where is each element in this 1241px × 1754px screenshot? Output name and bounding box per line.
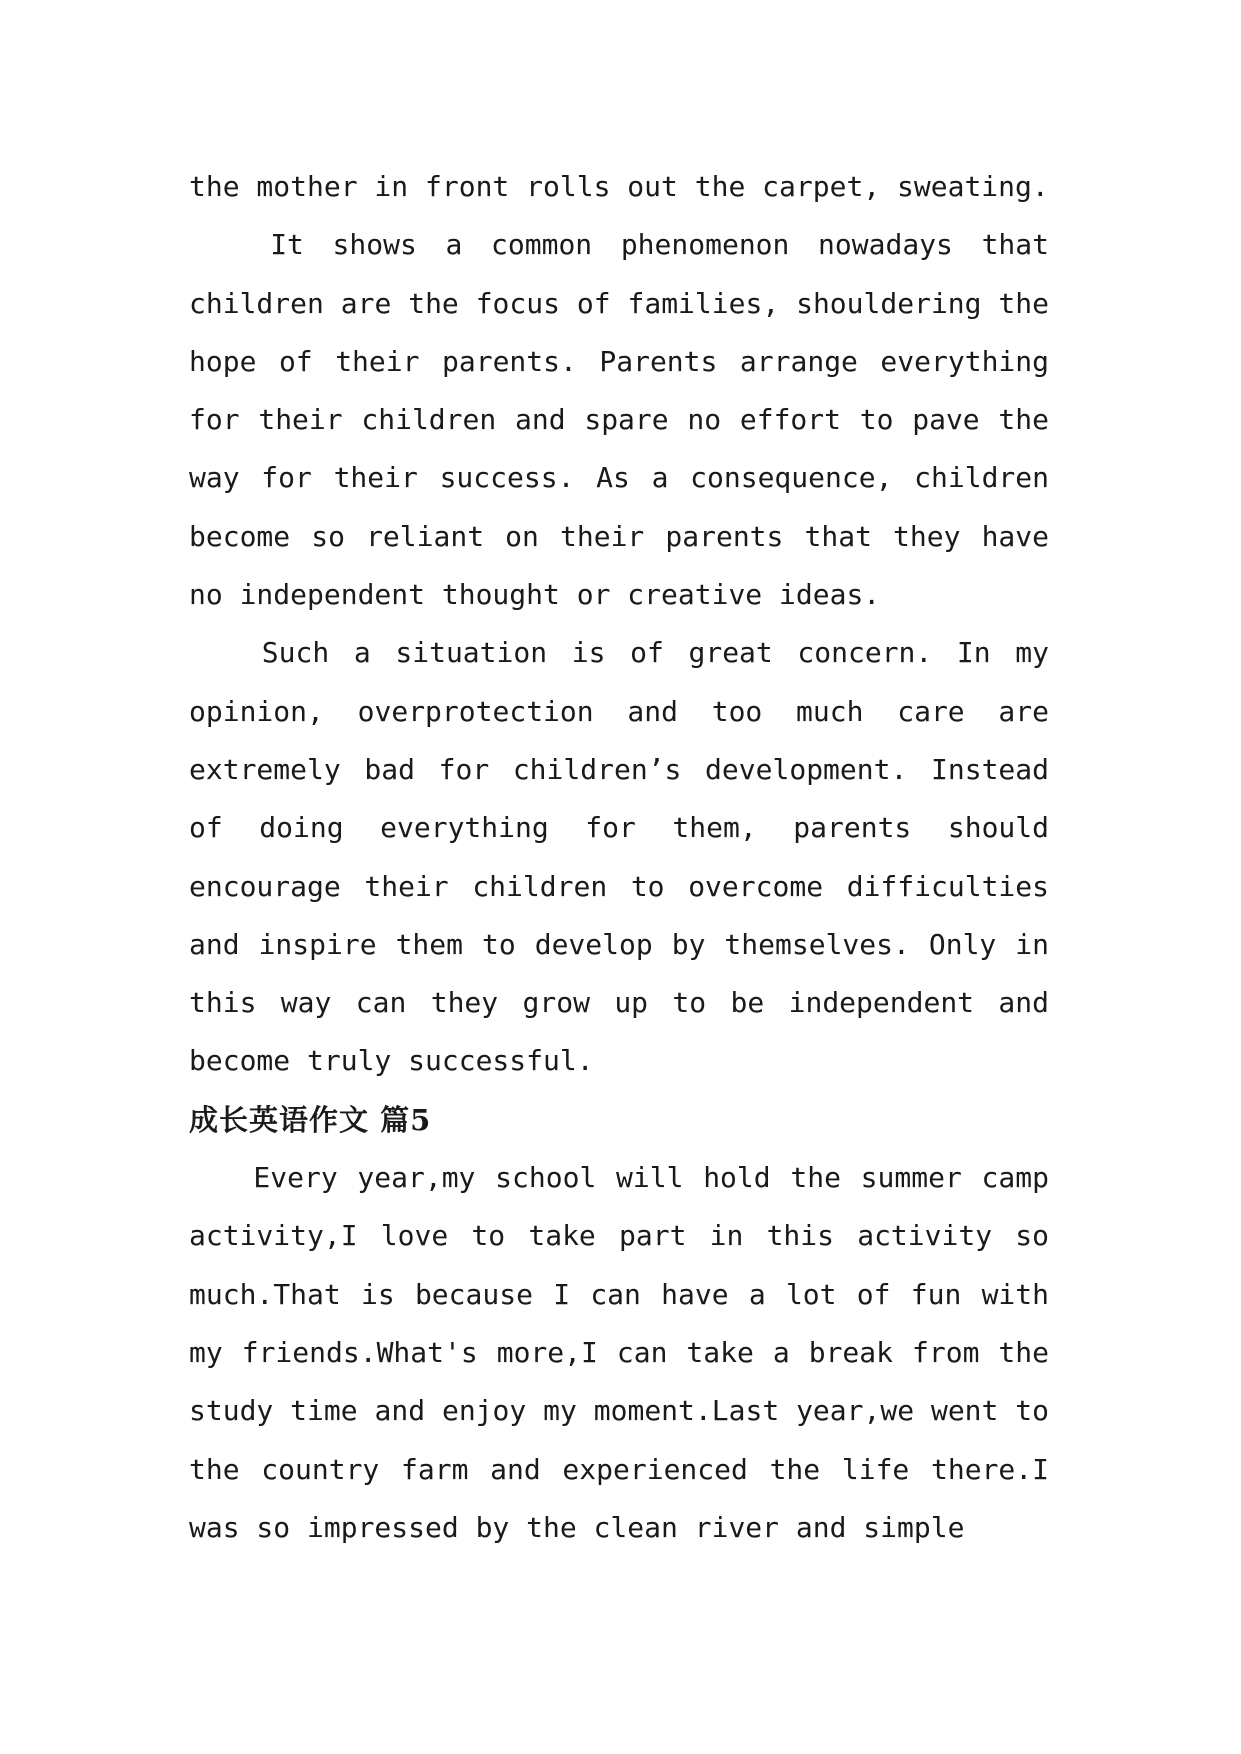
document-page (189, 158, 1049, 1557)
section-heading: 成长英语作文 篇5 (189, 1102, 432, 1137)
paragraph-summer-camp: Every year,my school will hold the summer camp activity,I love to take part in this activity so much.That is because I can have a lot of fun with my friends.What's more,I can take a break from the study time and enjoy my moment.Last year,we went to the country farm and experienced the life there.I was so impressed by the clean river and simple (189, 1161, 1049, 1544)
paragraph-phenomenon: It shows a common phenomenon nowadays that children are the focus of families, shouldering the hope of their parents. Parents arrange everything for their children and spare no effort to pave the way for their success. As a consequence, children become so reliant on their parents that they have no independent thought or creative ideas. (189, 228, 1049, 612)
paragraph-concern: Such a situation is of great concern. In my opinion, overprotection and too much care are extremely bad for children’s development. Instead of doing everything for them, parents should encourage their children to overcome difficulties and inspire them to develop by themselves. Only in this way can they grow up to be independent and become truly successful. (189, 636, 1049, 1078)
paragraph-continuation: the mother in front rolls out the carpet, sweating. (189, 170, 1049, 203)
